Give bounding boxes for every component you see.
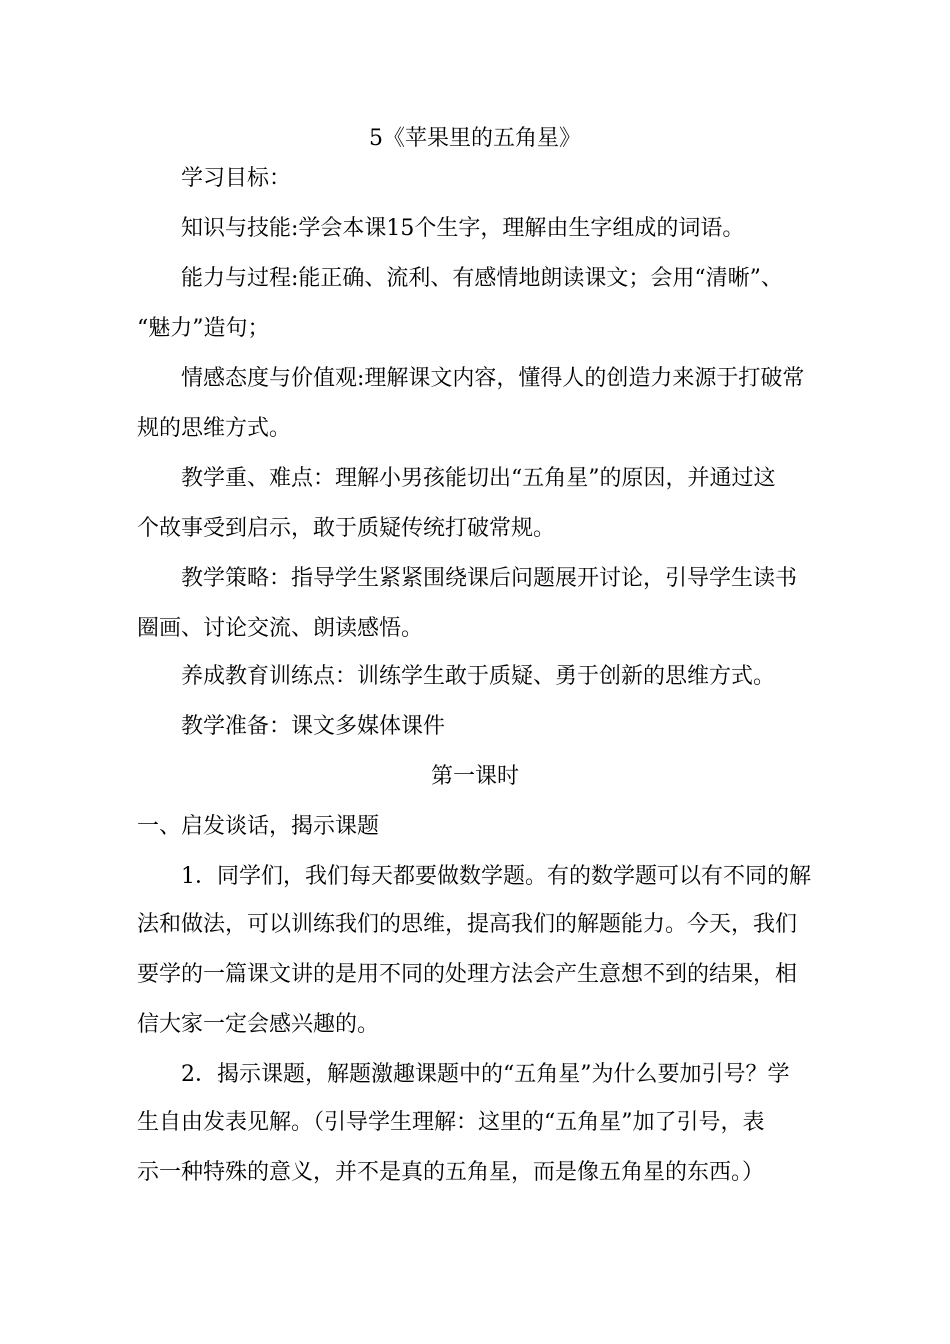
ability-objective-line1: 能力与过程:能正确、流利、有感情地朗读课文；会用“清晰”、 bbox=[181, 266, 783, 291]
paragraph2-line3: 示一种特殊的意义，并不是真的五角星，而是像五角星的东西。） bbox=[137, 1160, 765, 1185]
paragraph2-line1: 2．揭示课题，解题激趣课题中的“五角星”为什么要加引号？学 bbox=[181, 1062, 790, 1087]
paragraph1-line4: 信大家一定会感兴趣的。 bbox=[137, 1012, 380, 1037]
strategy-line2: 圈画、讨论交流、朗读感悟。 bbox=[137, 616, 424, 641]
objectives-heading: 学习目标： bbox=[181, 166, 292, 191]
ability-objective-line2: “魅力”造句； bbox=[137, 316, 270, 341]
section1-heading: 一、启发谈话，揭示课题 bbox=[137, 814, 380, 839]
paragraph2-line2: 生自由发表见解。（引导学生理解：这里的“五角星”加了引号，表 bbox=[137, 1110, 765, 1135]
paragraph1-line2: 法和做法，可以训练我们的思维，提高我们的解题能力。今天，我们 bbox=[137, 912, 798, 937]
lesson-heading: 第一课时 bbox=[430, 764, 519, 789]
strategy-line1: 教学策略：指导学生紧紧围绕课后问题展开讨论，引导学生读书 bbox=[181, 566, 798, 591]
emotion-objective-line2: 规的思维方式。 bbox=[137, 416, 292, 441]
document-title: 5《苹果里的五角星》 bbox=[369, 126, 581, 151]
paragraph1-line1: 1．同学们，我们每天都要做数学题。有的数学题可以有不同的解 bbox=[181, 864, 811, 889]
habit-training-line: 养成教育训练点：训练学生敢于质疑、勇于创新的思维方式。 bbox=[181, 664, 776, 689]
emotion-objective-line1: 情感态度与价值观:理解课文内容，懂得人的创造力来源于打破常 bbox=[181, 366, 805, 391]
preparation-line: 教学准备：课文多媒体课件 bbox=[181, 714, 446, 739]
keypoint-line1: 教学重、难点：理解小男孩能切出“五角星”的原因，并通过这 bbox=[181, 466, 776, 491]
knowledge-objective: 知识与技能:学会本课15个生字，理解由生字组成的词语。 bbox=[181, 216, 745, 241]
paragraph1-line3: 要学的一篇课文讲的是用不同的处理方法会产生意想不到的结果，相 bbox=[137, 962, 798, 987]
keypoint-line2: 个故事受到启示，敢于质疑传统打破常规。 bbox=[137, 516, 556, 541]
